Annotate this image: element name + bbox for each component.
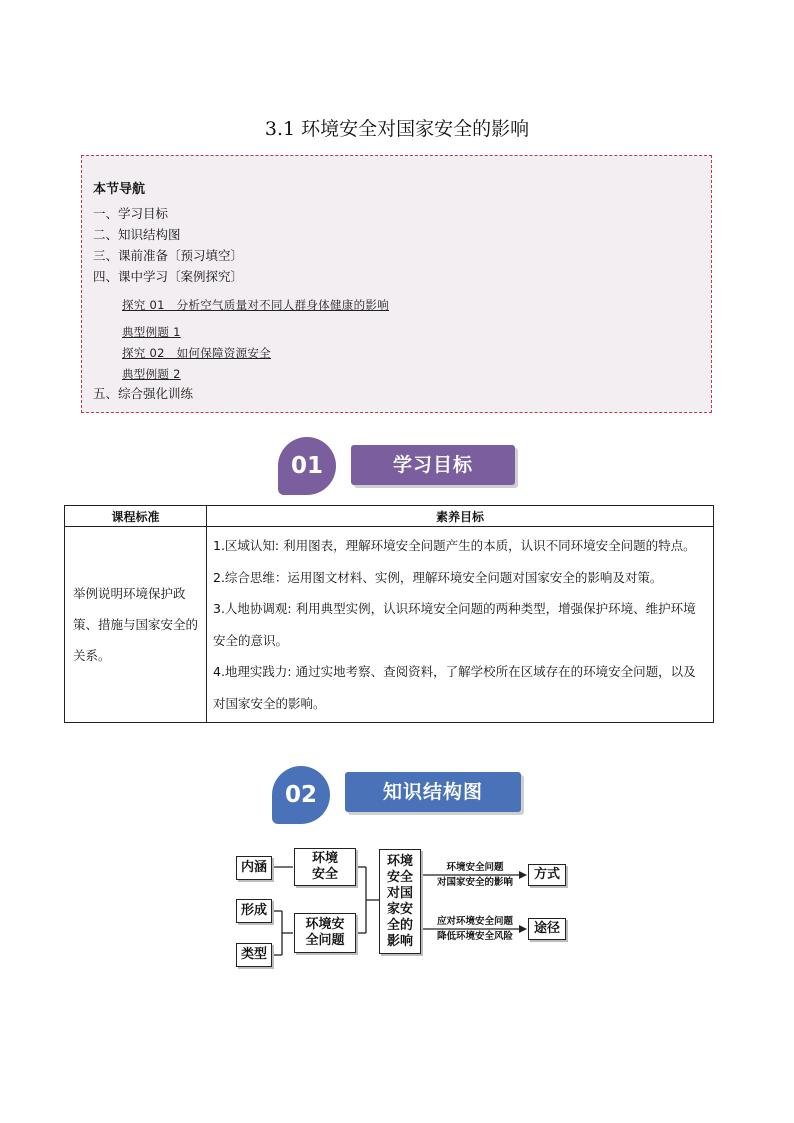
goal-item: 3.人地协调观: 利用典型实例，认识环境安全问题的两种类型，增强保护环境、维护环境安全的意识。 bbox=[213, 601, 696, 648]
curriculum-standard-cell: 举例说明环境保护政策、措施与国家安全的关系。 bbox=[65, 527, 207, 723]
literacy-goals-cell bbox=[207, 527, 714, 723]
edge-label-upper-2: 对国家安全的影响 bbox=[436, 877, 513, 888]
node-type: 类型 bbox=[236, 943, 272, 967]
table-header-row bbox=[65, 506, 714, 527]
node-center-topic: 环境安全对国家安全的影响 bbox=[379, 849, 421, 954]
node-environmental-security: 环境安全 bbox=[294, 848, 356, 886]
node-formation: 形成 bbox=[236, 899, 272, 923]
nav-link-explore-02[interactable]: 探究 02 如何保障资源安全 bbox=[122, 346, 271, 360]
edge-label-lower-2: 降低环境安全风险 bbox=[436, 931, 513, 942]
section-navigation bbox=[81, 155, 712, 413]
section-number: 01 bbox=[278, 437, 336, 495]
column-header-standard: 课程标准 bbox=[65, 506, 207, 527]
section-number: 02 bbox=[272, 766, 330, 824]
section-heading: 学习目标 bbox=[351, 445, 515, 485]
nav-item-preview[interactable]: 三、课前准备〔预习填空〕 bbox=[93, 248, 244, 263]
section-heading: 知识结构图 bbox=[345, 772, 521, 812]
nav-item-learning-goals[interactable]: 一、学习目标 bbox=[93, 206, 169, 221]
page-title: 3.1 环境安全对国家安全的影响 bbox=[264, 118, 530, 140]
nav-link-explore-01[interactable]: 探究 01 分析空气质量对不同人群身体健康的影响 bbox=[122, 298, 389, 312]
nav-item-class-study[interactable]: 四、课中学习〔案例探究〕 bbox=[93, 269, 244, 284]
edge-label-upper-1: 环境安全问题 bbox=[446, 862, 504, 873]
goal-item: 4.地理实践力: 通过实地考察、查阅资料，了解学校所在区域存在的环境安全问题，以及对国家安全的影响。 bbox=[213, 664, 696, 711]
column-header-goals: 素养目标 bbox=[207, 506, 714, 527]
nav-link-example-1[interactable]: 典型例题 1 bbox=[122, 325, 181, 339]
nav-item-knowledge-map[interactable]: 二、知识结构图 bbox=[93, 227, 181, 242]
goal-item: 2.综合思维：运用图文材料、实例，理解环境安全问题对国家安全的影响及对策。 bbox=[213, 569, 663, 585]
table-row bbox=[65, 527, 714, 723]
nav-item-practice[interactable]: 五、综合强化训练 bbox=[93, 386, 194, 401]
edge-label-lower-1: 应对环境安全问题 bbox=[436, 916, 513, 927]
goal-item: 1.区域认知: 利用图表，理解环境安全问题产生的本质，认识不同环境安全问题的特点。 bbox=[213, 538, 696, 553]
node-environmental-security-issue: 环境安全问题 bbox=[294, 913, 356, 953]
node-method: 方式 bbox=[528, 864, 566, 886]
node-approach: 途径 bbox=[528, 918, 566, 940]
node-connotation: 内涵 bbox=[236, 856, 272, 880]
navigation-heading: 本节导航 bbox=[93, 182, 146, 197]
curriculum-table bbox=[64, 505, 714, 723]
nav-link-example-2[interactable]: 典型例题 2 bbox=[122, 367, 181, 381]
